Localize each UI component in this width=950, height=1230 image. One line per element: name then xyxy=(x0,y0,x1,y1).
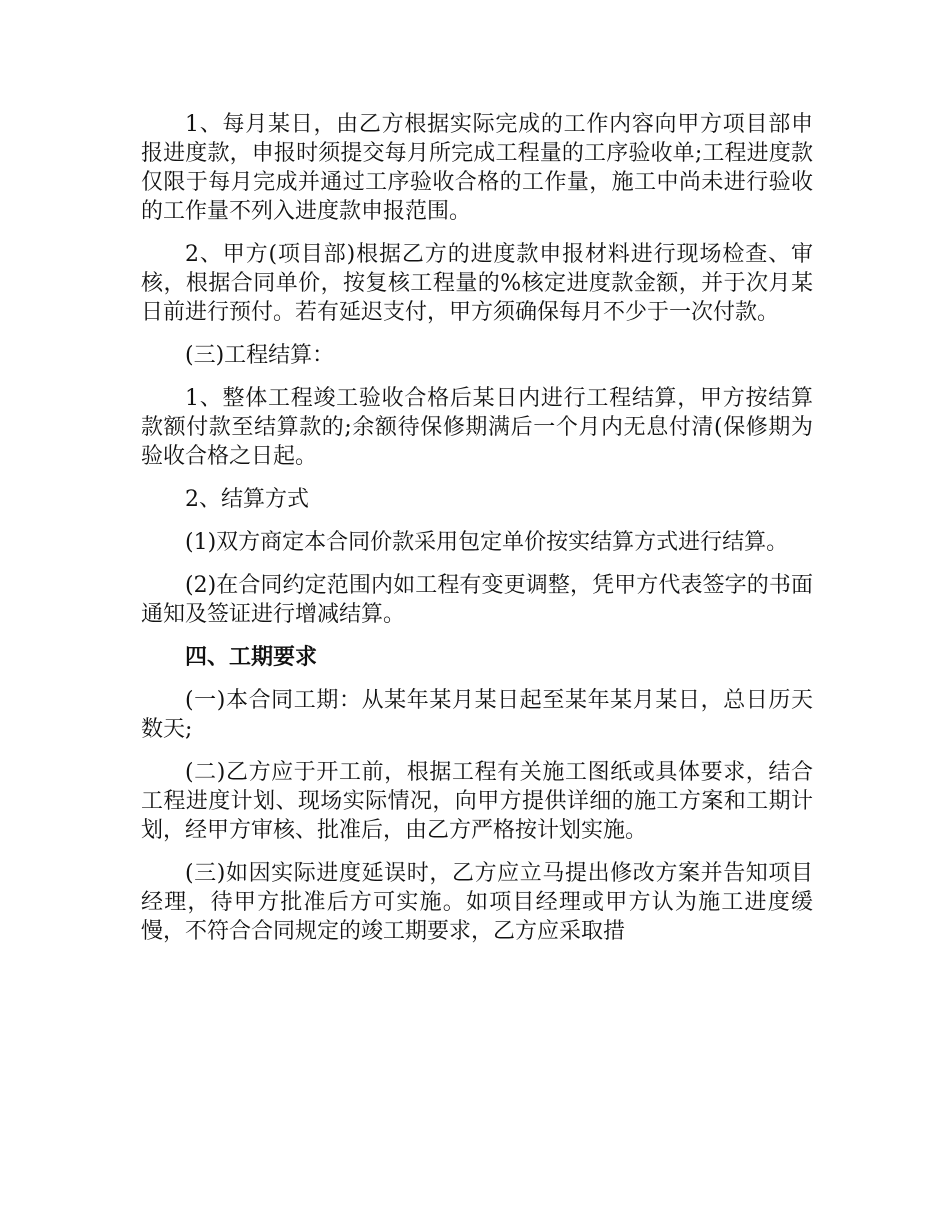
paragraph-final-settlement: 1、整体工程竣工验收合格后某日内进行工程结算，甲方按结算款额付款至结算款的;余额待保修期满后一个月内无息付清(保修期为验收合格之日起。 xyxy=(141,386,813,469)
paragraph-progress-payment-review: 2、甲方(项目部)根据乙方的进度款申报材料进行现场检查、审核，根据合同单价，按复核工程量的%核定进度款金额，并于次月某日前进行预付。若有延迟支付，甲方须确保每月不少于一次付款。 xyxy=(141,242,813,325)
paragraph-settlement-method-1: (1)双方商定本合同价款采用包定单价按实结算方式进行结算。 xyxy=(185,530,789,555)
heading-schedule-requirements: 四、工期要求 xyxy=(185,645,318,670)
paragraph-construction-plan: (二)乙方应于开工前，根据工程有关施工图纸或具体要求，结合工程进度计划、现场实际情况，向甲方提供详细的施工方案和工期计划，经甲方审核、批准后，由乙方严格按计划实施。 xyxy=(141,760,813,843)
section-title-settlement: (三)工程结算： xyxy=(185,343,335,368)
paragraph-settlement-method-2: (2)在合同约定范围内如工程有变更调整，凭甲方代表签字的书面通知及签证进行增减结算。 xyxy=(141,573,813,627)
paragraph-delay-handling: (三)如因实际进度延误时，乙方应立马提出修改方案并告知项目经理，待甲方批准后方可实施。如项目经理或甲方认为施工进度缓慢，不符合合同规定的竣工期要求，乙方应采取措 xyxy=(141,861,813,944)
paragraph-progress-payment-application: 1、每月某日，由乙方根据实际完成的工作内容向甲方项目部申报进度款，申报时须提交每月所完成工程量的工序验收单;工程进度款仅限于每月完成并通过工序验收合格的工作量，施工中尚未进行验收的工作量不列入进度款申报范围。 xyxy=(141,112,813,224)
paragraph-settlement-method-title: 2、结算方式 xyxy=(185,487,309,512)
paragraph-contract-duration: (一)本合同工期：从某年某月某日起至某年某月某日，总日历天数天; xyxy=(141,688,813,742)
document-page xyxy=(141,110,813,960)
